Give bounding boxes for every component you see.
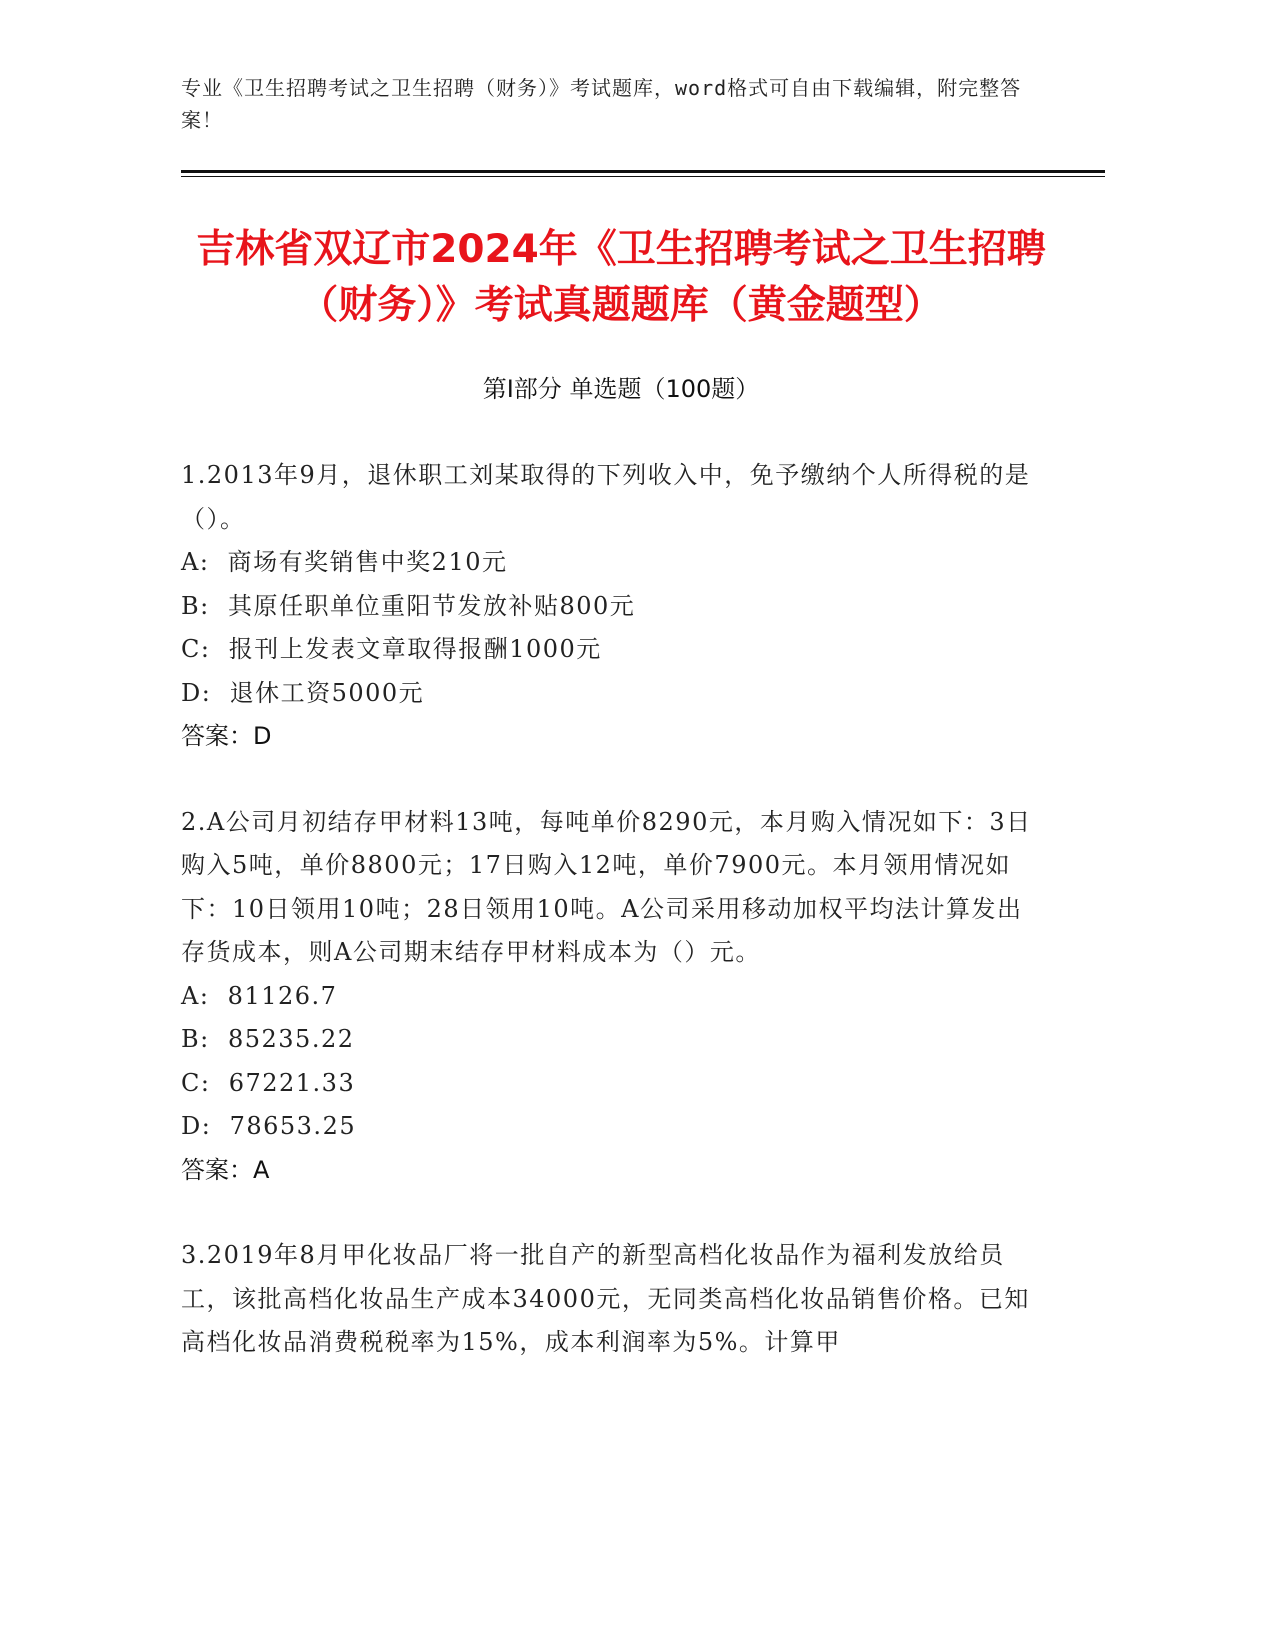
question-stem: 3.2019年8月甲化妆品厂将一批自产的新型高档化妆品作为福利发放给员工，该批高档化妆品生产成本34000元，无同类高档化妆品销售价格。已知高档化妆品消费税税率为15%，成本利润率为5%。计算甲	[181, 1241, 1030, 1356]
option-b: B: 其原任职单位重阳节发放补贴800元	[181, 591, 636, 620]
question-2	[181, 801, 1041, 1193]
option-d: D: 退休工资5000元	[181, 678, 425, 707]
option-b: B: 85235.22	[181, 1025, 355, 1053]
question-list	[181, 454, 1041, 1407]
document-title: 吉林省双辽市2024年《卫生招聘考试之卫生招聘（财务）》考试真题题库（黄金题型）	[196, 227, 1046, 328]
section-title: 第Ⅰ部分 单选题（100题）	[482, 375, 760, 403]
answer: 答案：A	[181, 1155, 270, 1184]
option-c: C: 报刊上发表文章取得报酬1000元	[181, 635, 602, 663]
header-divider-thin	[181, 176, 1105, 177]
option-c: C: 67221.33	[181, 1068, 356, 1097]
header-note: 专业《卫生招聘考试之卫生招聘（财务）》考试题库，word格式可自由下载编辑，附完整答案！	[181, 76, 1022, 132]
question-stem: 2.A公司月初结存甲材料13吨，每吨单价8290元，本月购入情况如下：3日购入5吨，单价8800元；17日购入12吨，单价7900元。本月领用情况如下：10日领用10吨；28日领用10吨。A公司采用移动加权平均法计算发出存货成本，则A公司期末结存甲材料成本为（）元。	[181, 807, 1032, 966]
question-stem: 1.2013年9月，退休职工刘某取得的下列收入中，免予缴纳个人所得税的是（）。	[181, 461, 1031, 533]
question-1	[181, 454, 1041, 759]
header-divider-thick	[181, 170, 1105, 173]
option-a: A: 商场有奖销售中奖210元	[181, 548, 508, 576]
question-3	[181, 1234, 1041, 1365]
option-d: D: 78653.25	[181, 1112, 357, 1140]
answer: 答案：D	[181, 722, 272, 750]
option-a: A: 81126.7	[181, 981, 338, 1010]
